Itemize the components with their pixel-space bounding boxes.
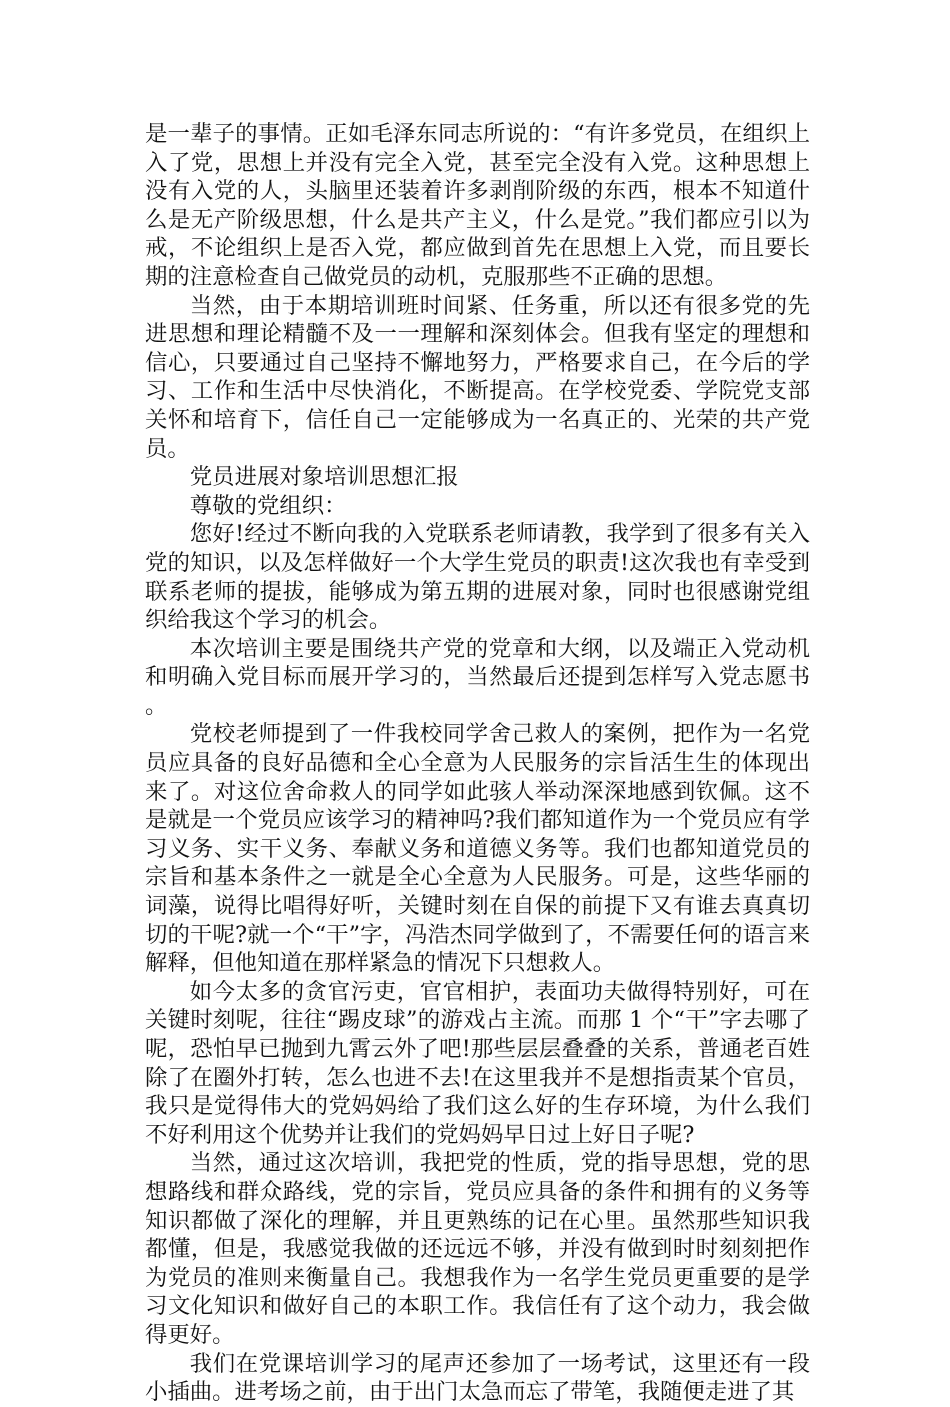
paragraph-exam-anecdote: 我们在党课培训学习的尾声还参加了一场考试，这里还有一段小插曲。进考场之前，由于出门太急而忘了带笔，我随便走进了其 xyxy=(145,1350,810,1406)
paragraph-case-study: 党校老师提到了一件我校同学舍己救人的案例，把作为一名党员应具备的良好品德和全心全意为人民服务的宗旨活生生的体现出来了。对这位舍命救人的同学如此骇人举动深深地感到钦佩。这不是就是一个党员应该学习的精神吗?我们都知道作为一个党员应有学习义务、实干义务、奉献义务和道德义务等。我们也都知道党员的宗旨和基本条件之一就是全心全意为人民服务。可是，这些华丽的词藻，说得比唱得好听，关键时刻在自保的前提下又有谁去真真切切的干呢?就一个“干”字，冯浩杰同学做到了，不需要任何的语言来解释，但他知道在那样紧急的情况下只想救人。 xyxy=(145,721,810,977)
paragraph-greeting: 您好!经过不断向我的入党联系老师请教，我学到了很多有关入党的知识，以及怎样做好一个大学生党员的职责!这次我也有幸受到联系老师的提拔，能够成为第五期的进展对象，同时也很感谢党组织给我这个学习的机会。 xyxy=(145,521,810,634)
paragraph-corruption: 如今太多的贪官污吏，官官相护，表面功夫做得特别好，可在关键时刻呢，往往“踢皮球”的游戏占主流。而那 1 个“干”字去哪了呢，恐怕早已抛到九霄云外了吧!那些层层叠叠的关系，普通老百姓除了在圈外打转，怎么也进不去!在这里我并不是想指责某个官员，我只是觉得伟大的党妈妈给了我们这么好的生存环境，为什么我们不好利用这个优势并让我们的党妈妈早日过上好日子呢? xyxy=(145,978,810,1148)
paragraph-understanding: 当然，通过这次培训，我把党的性质，党的指导思想，党的思想路线和群众路线，党的宗旨，党员应具备的条件和拥有的义务等知识都做了深化的理解，并且更熟练的记在心里。虽然那些知识我都懂，但是，我感觉我做的还远远不够，并没有做到时时刻刻把作为党员的准则来衡量自己。我想我作为一名学生党员更重要的是学习文化知识和做好自己的本职工作。我信任有了这个动力，我会做得更好。 xyxy=(145,1150,810,1348)
salutation: 尊敬的党组织： xyxy=(189,492,347,519)
paragraph-training-reflection: 当然，由于本期培训班时间紧、任务重，所以还有很多党的先进思想和理论精髓不及一一理解和深刻体会。但我有坚定的理想和信心，只要通过自己坚持不懈地努力，严格要求自己，在今后的学习、工作和生活中尽快消化，不断提高。在学校党委、学院党支部关怀和培育下，信任自己一定能够成为一名真正的、光荣的共产党员。 xyxy=(145,292,810,462)
document-page xyxy=(145,120,810,1407)
paragraph-training-content: 本次培训主要是围绕共产党的党章和大纲，以及端正入党动机和明确入党目标而展开学习的，当然最后还提到怎样写入党志愿书。 xyxy=(145,635,810,719)
report-title: 党员进展对象培训思想汇报 xyxy=(189,464,459,491)
paragraph-continuation: 是一辈子的事情。正如毛泽东同志所说的：“有许多党员，在组织上入了党，思想上并没有完全入党，甚至完全没有入党。这种思想上没有入党的人，头脑里还装着许多剥削阶级的东西，根本不知道什么是无产阶级思想，什么是共产主义，什么是党。”我们都应引以为戒，不论组织上是否入党，都应做到首先在思想上入党，而且要长期的注意检查自己做党员的动机，克服那些不正确的思想。 xyxy=(145,121,810,290)
